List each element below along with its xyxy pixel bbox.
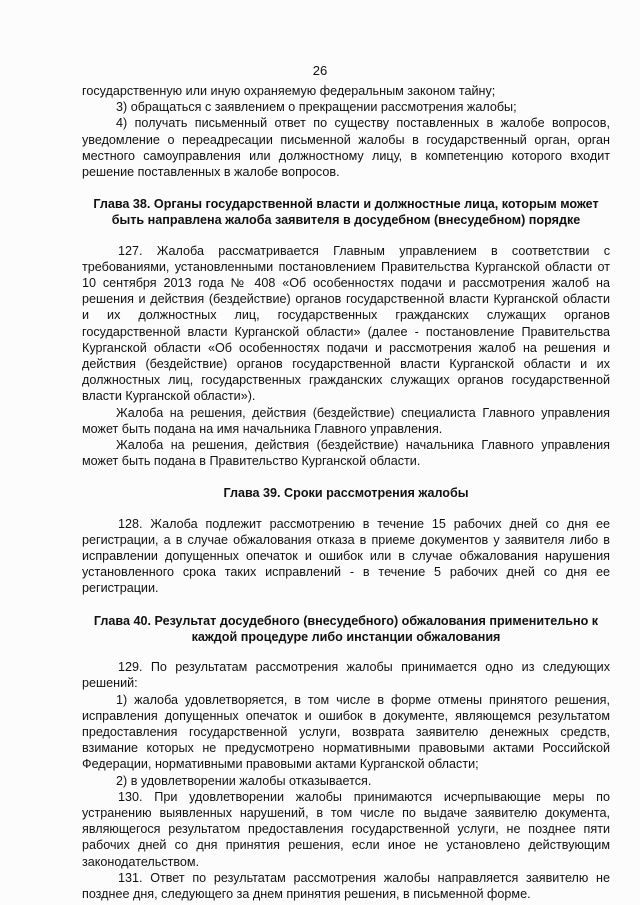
paragraph: 128. Жалоба подлежит рассмотрению в течение 15 рабочих дней со дня ее регистрации, а в случае обжалования отказа в приеме документов у заявителя либо в исправлении допущенных опечаток и ошибок или в случае обжалования нарушения установленного срока таких исправлений - в течение 5 рабочих дней со дня ее регистрации. bbox=[82, 516, 610, 596]
paragraph: 3) обращаться с заявлением о прекращении рассмотрения жалобы; bbox=[116, 100, 517, 115]
paragraph: 4) получать письменный ответ по существу поставленных в жалобе вопросов, уведомление о переадресации письменной жалобы в государственный орган, орган местного самоуправления или должностному лицу, в компетенцию которого входит решение поставленных в жалобе вопросов. bbox=[82, 116, 610, 180]
document-body bbox=[82, 83, 610, 902]
page-number: 26 bbox=[312, 63, 328, 78]
chapter-39-heading: Глава 39. Сроки рассмотрения жалобы bbox=[223, 486, 469, 501]
paragraph: 127. Жалоба рассматривается Главным управлением в соответствии с требованиями, установленными постановлением Правительства Курганской области от 10 сентября 2013 года № 408 «Об особенностях подачи и рассмотрения жалоб на решения и действия (бездействие) органов государственной власти Курганской области и их должностных лиц, государственных гражданских служащих органов государственной власти Курганской области» (далее - постановление Правительства Курганской области «Об особенностях подачи и рассмотрения жалоб на решения и действия (бездействие) органов государственной власти Курганской области и их должностных лиц, государственных гражданских служащих органов государственной власти Курганской области»). bbox=[82, 243, 610, 404]
paragraph: 1) жалоба удовлетворяется, в том числе в форме отмены принятого решения, исправления допущенных опечаток и ошибок в документе, являющемся результатом предоставления государственной услуги, возврата заявителю денежных средств, взимание которых не предусмотрено нормативными правовыми актами Российской Федерации, нормативными правовыми актами Курганской области; bbox=[82, 692, 610, 772]
paragraph: 131. Ответ по результатам рассмотрения жалобы направляется заявителю не позднее дня, следующего за днем принятия решения, в письменной форме. bbox=[82, 870, 610, 901]
paragraph: государственную или иную охраняемую федеральным законом тайну; bbox=[82, 84, 496, 98]
chapter-38-heading: Глава 38. Органы государственной власти и должностные лица, которым может быть направлена жалоба заявителя в досудебном (внесудебном) порядке bbox=[93, 197, 599, 228]
paragraph: 130. При удовлетворении жалобы принимаются исчерпывающие меры по устранению выявленных нарушений, в том числе по выдаче заявителю документа, являющегося результатом предоставления государственной услуги, не позднее пяти рабочих дней со дня принятия решения, если иное не установлено действующим законодательством. bbox=[82, 789, 610, 869]
paragraph: 2) в удовлетворении жалобы отказывается. bbox=[116, 773, 372, 788]
paragraph: 129. По результатам рассмотрения жалобы принимается одно из следующих решений: bbox=[82, 660, 610, 691]
chapter-40-heading: Глава 40. Результат досудебного (внесудебного) обжалования применительно к каждой процедуре либо инстанции обжалования bbox=[93, 613, 599, 644]
paragraph: Жалоба на решения, действия (бездействие) начальника Главного управления может быть подана в Правительство Курганской области. bbox=[82, 438, 610, 469]
paragraph: Жалоба на решения, действия (бездействие) специалиста Главного управления может быть подана на имя начальника Главного управления. bbox=[82, 405, 610, 436]
